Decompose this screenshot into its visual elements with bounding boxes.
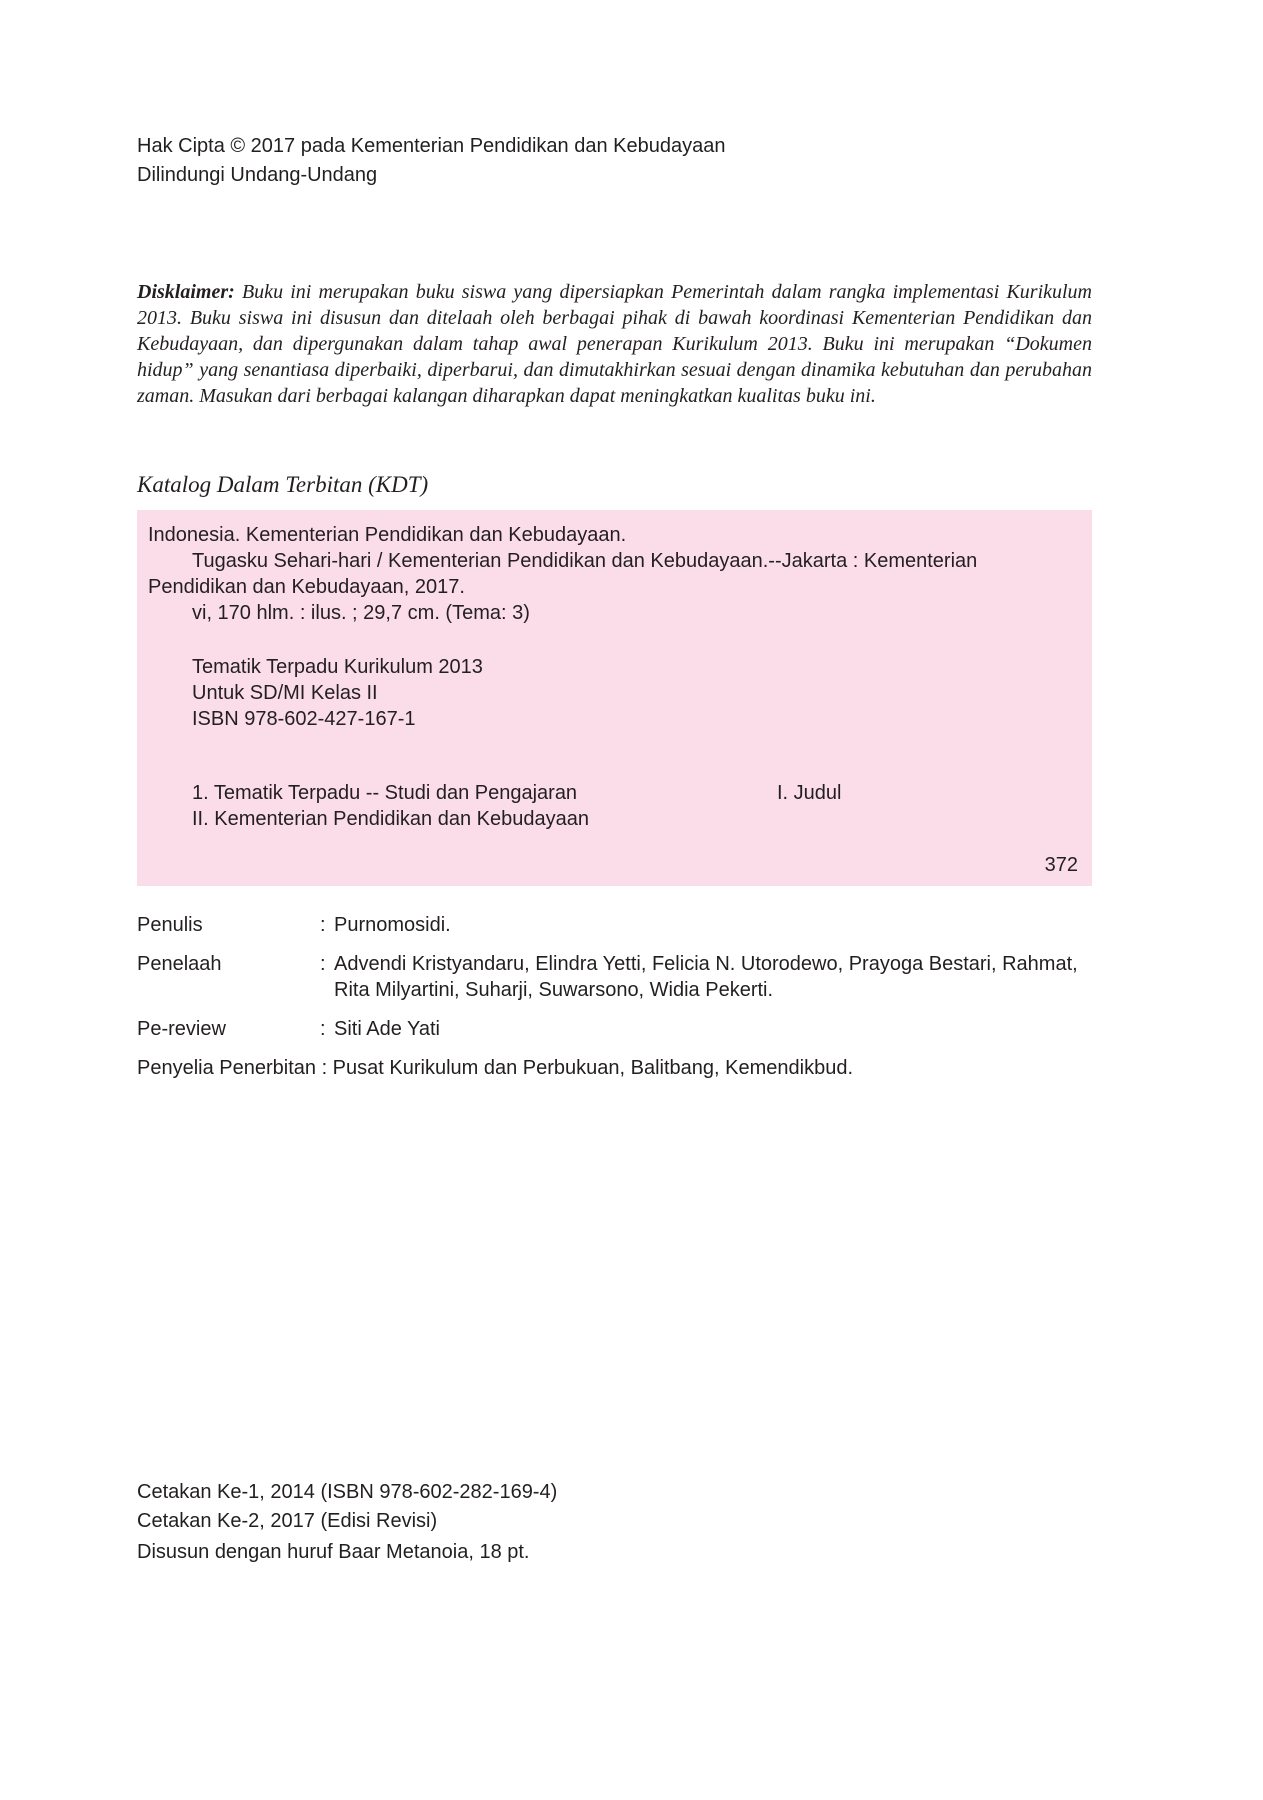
- disclaimer-paragraph: [137, 279, 1092, 409]
- protection-line: Dilindungi Undang-Undang: [137, 164, 378, 186]
- kdt-title: Katalog Dalam Terbitan (KDT): [137, 472, 429, 497]
- kdt-title-entry: Tugasku Sehari-hari / Kementerian Pendidikan dan Kebudayaan.--Jakarta : Kementerian: [192, 550, 978, 572]
- credit-value: [334, 951, 1094, 1003]
- kdt-subject-2: II. Kementerian Pendidikan dan Kebudayaan: [192, 808, 589, 830]
- kdt-physical-description: vi, 170 hlm. : ilus. ; 29,7 cm. (Tema: 3): [192, 602, 530, 624]
- edition-line: Cetakan Ke-2, 2017 (Edisi Revisi): [137, 1510, 438, 1532]
- copyright-notice: [137, 132, 1097, 190]
- credit-value: Siti Ade Yati: [334, 1018, 440, 1040]
- kdt-series: Tematik Terpadu Kurikulum 2013: [192, 656, 483, 678]
- edition-line: Cetakan Ke-1, 2014 (ISBN 978-602-282-169-4): [137, 1481, 558, 1503]
- kdt-isbn: ISBN 978-602-427-167-1: [192, 708, 416, 730]
- credit-label: Penelaah: [137, 953, 222, 975]
- kdt-catalog-box: [137, 510, 1092, 886]
- credit-colon: :: [320, 953, 326, 975]
- credit-value-line: Advendi Kristyandaru, Elindra Yetti, Felicia N. Utorodewo, Prayoga Bestari, Rahmat,: [334, 953, 1078, 975]
- kdt-title-heading: I. Judul: [777, 782, 842, 804]
- credit-row-penulis: [137, 912, 1092, 938]
- kdt-publisher-entry: Pendidikan dan Kebudayaan, 2017.: [148, 576, 465, 598]
- credit-colon: :: [320, 914, 326, 936]
- copyright-line: Hak Cipta © 2017 pada Kementerian Pendidikan dan Kebudayaan: [137, 135, 726, 157]
- credit-row-penelaah: [137, 951, 1092, 1003]
- kdt-class-number: 372: [1044, 854, 1078, 876]
- credit-colon: :: [320, 1018, 326, 1040]
- credit-label: Pe-review: [137, 1018, 226, 1040]
- credit-row-penyelia: Penyelia Penerbitan : Pusat Kurikulum dan Perbukuan, Balitbang, Kemendikbud.: [137, 1057, 854, 1079]
- credit-value-line: Rita Milyartini, Suharji, Suwarsono, Widia Pekerti.: [334, 979, 774, 1001]
- disclaimer-text: Buku ini merupakan buku siswa yang dipersiapkan Pemerintah dalam rangka implementasi Kurikulum 2013. Buku siswa ini disusun dan ditelaah oleh berbagai pihak di bawah koordinasi Kementerian Pendidikan dan Kebudayaan, dan dipergunakan dalam tahap awal penerapan Kurikulum 2013. Buku ini merupakan “Dokumen hidup” yang senantiasa diperbaiki, diperbarui, dan dimutakhirkan sesuai dengan dinamika kebutuhan dan perubahan zaman. Masukan dari berbagai kalangan diharapkan dapat meningkatkan kualitas buku ini.: [137, 281, 1093, 407]
- credit-row-pereview: [137, 1016, 1092, 1042]
- kdt-author-entry: Indonesia. Kementerian Pendidikan dan Kebudayaan.: [148, 524, 627, 546]
- disclaimer-label: Disklaimer:: [137, 281, 235, 303]
- credit-value: Purnomosidi.: [334, 914, 451, 936]
- imprint-notes: [137, 1478, 557, 1567]
- kdt-level: Untuk SD/MI Kelas II: [192, 682, 378, 704]
- credit-label: Penulis: [137, 914, 203, 936]
- typeface-note: Disusun dengan huruf Baar Metanoia, 18 pt.: [137, 1541, 530, 1563]
- kdt-subject-1: 1. Tematik Terpadu -- Studi dan Pengajaran: [192, 782, 578, 804]
